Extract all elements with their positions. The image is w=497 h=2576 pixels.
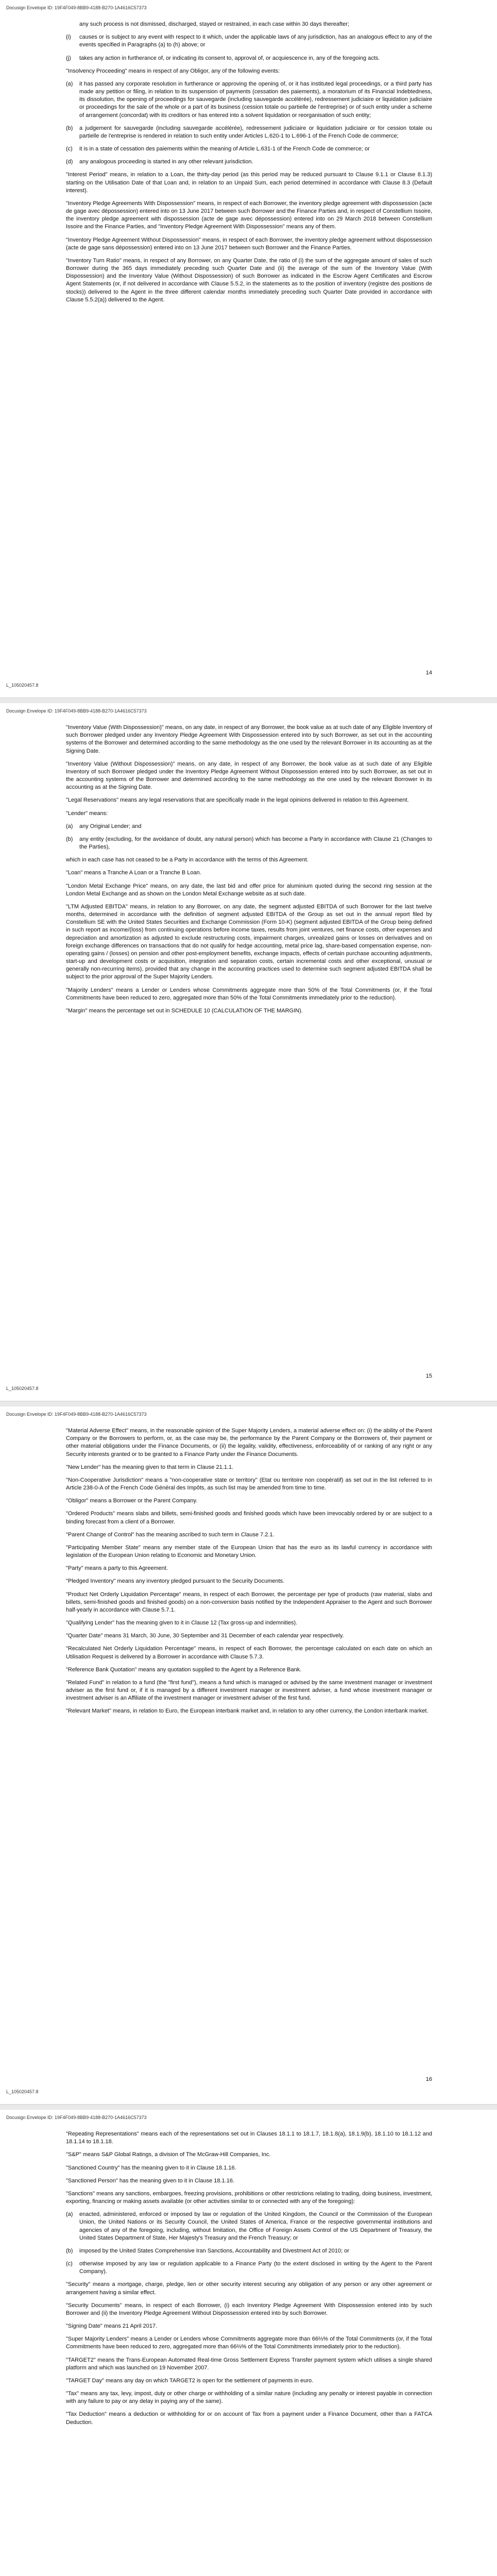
- item-marker: (c): [66, 146, 73, 152]
- page-body: [66, 21, 432, 309]
- paragraph: "Inventory Value (With Dispossession)" means, on any date, in respect of any Borrower, the book value as at such date of any Eligible Inventory of such Borrower pledged under any Inventory Pledge Agreement With Dispossession entered into by such Borrower, as set out in the accounting systems of the Borrower and determined according to the same methodology as the one used by the relevant Borrower in its accounting as at the Signing Date.: [66, 724, 432, 754]
- paragraph: "Security Documents" means, in respect of each Borrower, (i) each Inventory Pledge Agreement With Dispossession entered into by such Borrower and (ii) the Inventory Pledge Agreement Without Dispossession entered into by such Borrower.: [66, 2302, 432, 2316]
- paragraph: "Material Adverse Effect" means, in the reasonable opinion of the Super Majority Lenders, a material adverse effect on: (i) the ability of the Parent Company or the Borrowers to perform, or, as the case may be, the performance by the Parent Company or the Borrowers of, their payment or other material obligations under the Finance Documents, or (ii) the legality, validity, effectiveness, enforceability of or ranking of any right or any Security interests granted or to be granted to a Finance Party under the Finance Documents.: [66, 1428, 432, 1458]
- paragraph: "Inventory Pledge Agreement Without Dispossession" means, in respect of each Borrower, the inventory pledge agreement without dispossession (acte de gage sans dépossession) entered into on 13 June 2017 between such Borrower and the Finance Parties.: [66, 236, 432, 251]
- list-item: [66, 145, 432, 153]
- item-marker: (j): [66, 55, 71, 61]
- item-marker: (i): [66, 34, 71, 41]
- document-reference: L_105020457.8: [6, 1386, 39, 1391]
- paragraph: "Repeating Representations" means each of the representations set out in Clauses 18.1.1 to 18.1.7, 18.1.8(a), 18.1.9(b), 18.1.10 to 18.1.12 and 18.1.14 to 18.1.18.: [66, 2131, 432, 2145]
- list-item: [66, 2211, 432, 2242]
- item-text: imposed by the United States Comprehensive Iran Sanctions, Accountability and Divestment Act of 2010; or: [79, 2247, 350, 2254]
- item-text: it is in a state of cessation des paiements within the meaning of Article L.631-1 of the French Code de commerce; or: [79, 146, 370, 152]
- paragraph: "Tax Deduction" means a deduction or withholding for or on account of Tax from a payment under a Finance Document, other than a FATCA Deduction.: [66, 2411, 432, 2426]
- list-item: [66, 2247, 432, 2255]
- paragraph: "Obligor" means a Borrower or the Parent Company.: [66, 1498, 198, 1504]
- paragraph: "Reference Bank Quotation" means any quotation supplied to the Agent by a Reference Bank.: [66, 1666, 302, 1673]
- paragraph: "Loan" means a Tranche A Loan or a Tranche B Loan.: [66, 870, 201, 876]
- item-text: any Original Lender; and: [79, 823, 142, 829]
- document-reference: L_105020457.8: [6, 683, 39, 688]
- list-item: [66, 2260, 432, 2276]
- paragraph: "Parent Change of Control" has the meaning ascribed to such term in Clause 7.2.1.: [66, 1531, 275, 1538]
- document-page: [0, 703, 497, 1401]
- paragraph: "Non-Cooperative Jurisdiction" means a "non-cooperative state or territory" (Etat ou territoire non coopératif) as set out in the list referred to in Article 238-0-A of the French Code Général des Impôts, as such list may be amended from time to time.: [66, 1477, 432, 1492]
- item-marker: (a): [66, 80, 73, 87]
- paragraph: "Party" means a party to this Agreement.: [66, 1565, 168, 1572]
- paragraph: "London Metal Exchange Price" means, on any date, the last bid and offer price for aluminium quoted during the second ring session at the London Metal Exchange and as shown on the London Metal Exchange website as at such date.: [66, 883, 432, 897]
- paragraph: "Insolvency Proceeding" means in respect of any Obligor, any of the following events:: [66, 67, 280, 74]
- paragraph: "Recalculated Net Orderly Liquidation Percentage" means, in respect of each Borrower, the percentage calculated on each date on which an Utilisation Request is delivered by a Borrower in accordance with Clause 5.7.3.: [66, 1646, 432, 1660]
- paragraph: "Participating Member State" means any member state of the European Union that has the euro as its lawful currency in accordance with legislation of the European Union relating to Economic and Monetary Union.: [66, 1544, 432, 1559]
- item-text: a judgement for sauvegarde (including sauvegarde accélérée), redressement judiciaire or liquidation judiciaire or for cession totale ou partielle de l'entreprise is rendered in relation to such entity under Articles L.620-1 to L.696-1 of the French Code de commerce;: [79, 125, 432, 139]
- paragraph: "TARGET2" means the Trans-European Automated Real-time Gross Settlement Express Transfer payment system which utilises a single shared platform and which was launched on 19 November 2007.: [66, 2357, 432, 2371]
- paragraph: "Relevant Market" means, in relation to Euro, the European interbank market and, in relation to any other currency, the London interbank market.: [66, 1708, 429, 1715]
- paragraph: "Signing Date" means 21 April 2017.: [66, 2323, 158, 2330]
- item-text: any entity (excluding, for the avoidance of doubt, any natural person) which has become a Party in accordance with Clause 21 (Changes to the Parties),: [79, 836, 432, 851]
- item-marker: (d): [66, 159, 73, 165]
- paragraph: "Sanctioned Country" has the meaning given to it in Clause 18.1.16.: [66, 2164, 236, 2171]
- paragraph: "Tax" means any tax, levy, impost, duty or other charge or withholding of a similar nature (including any penalty or interest payable in connection with any failure to pay or any delay in paying any of the same).: [66, 2391, 432, 2405]
- page-number: 14: [425, 670, 432, 676]
- page-body: [66, 1427, 432, 1721]
- envelope-id: Docusign Envelope ID: 19F4F049-8BB9-4188-B270-1A4616C57373: [6, 5, 147, 10]
- list-item: [66, 823, 432, 831]
- paragraph: "Legal Reservations" means any legal reservations that are specifically made in the legal opinions delivered in relation to this Agreement.: [66, 797, 409, 804]
- paragraph: "TARGET Day" means any day on which TARGET2 is open for the settlement of payments in euro.: [66, 2377, 314, 2384]
- envelope-id: Docusign Envelope ID: 19F4F049-8BB9-4188-B270-1A4616C57373: [6, 708, 147, 714]
- envelope-id: Docusign Envelope ID: 19F4F049-8BB9-4188-B270-1A4616C57373: [6, 2115, 147, 2120]
- item-text: enacted, administered, enforced or imposed by law or regulation of the United Kingdom, the Council or the Commission of the European Union, the United Nations or its Security Council, the United States of America, France or the respective governmental institutions and agencies of any of the foregoing, including, without limitation, the Office of Foreign Assets Control of the US Department of Treasury, the United States Department of State, Her Majesty's Treasury and the French Treasury; or: [79, 2211, 432, 2241]
- list-item: [66, 836, 432, 851]
- item-text: any analogous proceeding is started in any other relevant jurisdiction.: [79, 159, 253, 165]
- paragraph: "Interest Period" means, in relation to a Loan, the thirty-day period (as this period may be reduced pursuant to Clause 9.1.1 or Clause 8.1.3) starting on the Utilisation Date of that Loan and, in relation to an Unpaid Sum, each period determined in accordance with Clause 8.3 (Default interest).: [66, 172, 432, 194]
- paragraph: "Pledged Inventory" means any inventory pledged pursuant to the Security Documents.: [66, 1578, 285, 1585]
- list-item: [66, 33, 432, 49]
- paragraph: "Inventory Turn Ratio" means, in respect of any Borrower, on any Quarter Date, the ratio of (i) the sum of the aggregate amount of sales of such Borrower during the 365 days immediately preceding such Quarter Date and (ii) the average of the sum of the Inventory Value (With Dispossession) and the Inventory Value (Without Dispossession) of such Borrower as indicated in the Escrow Agent Certificates and Escrow Agent Statements (or, if not delivered in accordance with Clause 5.5.2, in the statements as to the position of inventory (registre des positions de stocks)) delivered to the Agent in the three different calendar months immediately preceding such Quarter Date provided in accordance with Clause 5.5.2(a)) delivered to the Agent.: [66, 257, 432, 303]
- paragraph: "LTM Adjusted EBITDA" means, in relation to any Borrower, on any date, the segment adjusted EBITDA of such Borrower for the last twelve months, determined in accordance with the definition of segment adjusted EBITDA of the Group as set out in the annual report filed by Constellium SE with the United States Securities and Exchange Commission (Form 10-K) (segment adjusted EBITDA of the Group being defined in such report as income/(loss) from continuing operations before income taxes, results from joint ventures, net finance costs, other expenses and depreciation and amortization as adjusted to exclude restructuring costs, impairment charges, unrealized gains or losses on derivatives and on foreign exchange differences on transactions that do not qualify for hedge accounting, metal price lag, share-based compensation expense, non-operating gains / (losses) on pension and other post-employment benefits, exchange impacts, effects of certain purchase accounting adjustments, start-up and development costs or acquisition, integration and separation costs, certain incremental costs and other exceptional, unusual or generally non-recurring items), provided that any change in the accounting practices used to determine such segment adjusted EBITDA shall be subject to the prior approval of the Super Majority Lenders.: [66, 903, 432, 980]
- paragraph: "Related Fund" in relation to a fund (the "first fund"), means a fund which is managed or advised by the same investment manager or investment adviser as the first fund or, if it is managed by a different investment manager or investment adviser, a fund whose investment manager or investment adviser is an Affiliate of the investment manager or investment adviser of the first fund.: [66, 1679, 432, 1702]
- item-marker: (a): [66, 2211, 73, 2218]
- paragraph: "Qualifying Lender" has the meaning given to it in Clause 12 (Tax gross-up and indemnities).: [66, 1620, 298, 1626]
- item-text: any such process is not dismissed, discharged, stayed or restrained, in each case within 30 days thereafter;: [79, 21, 349, 27]
- item-marker: [66, 21, 79, 28]
- paragraph: "Quarter Date" means 31 March, 30 June, 30 September and 31 December of each calendar year respectively.: [66, 1633, 344, 1639]
- item-text: takes any action in furtherance of, or indicating its consent to, approval of, or acquiescence in, any of the foregoing acts.: [79, 55, 380, 61]
- item-marker: (b): [66, 2247, 73, 2254]
- paragraph: "Product Net Orderly Liquidation Percentage" means, in respect of each Borrower, the percentage per type of products (raw material, slabs and billets, semi-finished goods and finished goods) on a non-conversion basis notified by the Independent Appraiser to the Agent and such Borrower half-yearly in accordance with Clause 5.7.1.: [66, 1591, 432, 1613]
- paragraph: "Inventory Value (Without Dispossession)" means, on any date, in respect of any Borrower, the book value as at such date of any Eligible Inventory of such Borrower pledged under the Inventory Pledge Agreement Without Dispossession entered into by such Borrower, as set out in the accounting systems of the Borrower and determined according to the same methodology as the one used by the relevant Borrower in its accounting as at the Signing Date.: [66, 760, 432, 791]
- item-marker: (b): [66, 836, 73, 842]
- item-marker: (b): [66, 125, 73, 131]
- envelope-id: Docusign Envelope ID: 19F4F049-8BB9-4188-B270-1A4616C57373: [6, 1412, 147, 1417]
- page-number: 16: [425, 2076, 432, 2082]
- paragraph: "S&P" means S&P Global Ratings, a division of The McGraw-Hill Companies, Inc.: [66, 2151, 271, 2158]
- list-item: [66, 125, 432, 140]
- list-item: [66, 80, 432, 120]
- item-marker: (a): [66, 823, 73, 829]
- paragraph: "Margin" means the percentage set out in SCHEDULE 10 (CALCULATION OF THE MARGIN).: [66, 1007, 303, 1014]
- page-number: 15: [425, 1373, 432, 1379]
- document-reference: L_105020457.8: [6, 2089, 39, 2094]
- document-page: [0, 1406, 497, 2105]
- paragraph: "Sanctioned Person" has the meaning given to it in Clause 18.1.16.: [66, 2177, 235, 2184]
- item-text: it has passed any corporate resolution in furtherance or approving the opening of, or it has instituted legal proceedings, or a third party has made any petition or filing, in relation to its suspension of payments (cessation des paiements), a moratorium of its Financial Indebtedness, its dissolution, the opening of proceedings for sauvegarde (including sauvegarde accélérée), redressement judiciaire or liquidation judiciaire or proceedings for the sale of the whole or a part of its business (cession totale ou partielle de l'entreprise) or of such entity under a scheme of arrangement (concordat) with its creditors or has entered into a solvent liquidation or reorganisation of such entity;: [79, 80, 432, 118]
- paragraph: "Super Majority Lenders" means a Lender or Lenders whose Commitments aggregate more than 66⅔% of the Total Commitments (or, if the Total Commitments have been reduced to zero, aggregated more than 66⅔% of the Total Commitments immediately prior to the reduction).: [66, 2336, 432, 2350]
- list-item: [66, 21, 432, 28]
- document-page: [0, 2110, 497, 2576]
- paragraph: "Majority Lenders" means a Lender or Lenders whose Commitments aggregate more than 50% of the Total Commitments (or, if the Total Commitments have been reduced to zero, aggregated more than 50% of the Total Commitments immediately prior to the reduction).: [66, 987, 432, 1001]
- list-item: [66, 158, 432, 166]
- item-text: otherwise imposed by any law or regulation applicable to a Finance Party (to the extent disclosed in writing by the Agent to the Parent Company).: [79, 2261, 432, 2275]
- paragraph: "Inventory Pledge Agreements With Dispossession" means, in respect of each Borrower, the inventory pledge agreement with dispossession (acte de gage avec dépossession) entered into on 13 June 2017 between such Borrower and the Finance Parties and, in respect of Constellium Issoire, the inventory pledge agreement with dispossession (acte de gage avec dépossession) entered into on 29 March 2018 between Constellium Issoire and the Finance Parties, and "Inventory Pledge Agreement With Dispossession" means any of them.: [66, 200, 432, 230]
- paragraph: "Sanctions" means any sanctions, embargoes, freezing provisions, prohibitions or other restrictions relating to trading, doing business, investment, exporting, financing or making assets available (or other activities similar to or connected with any of the foregoing):: [66, 2190, 432, 2205]
- page-body: [66, 2130, 432, 2432]
- paragraph: "Security" means a mortgage, charge, pledge, lien or other security interest securing any obligation of any person or any other agreement or arrangement having a similar effect.: [66, 2281, 432, 2296]
- item-marker: (c): [66, 2261, 73, 2267]
- item-text: causes or is subject to any event with respect to it which, under the applicable laws of any jurisdiction, has an analogous effect to any of the events specified in Paragraphs (a) to (h) above; or: [79, 34, 432, 48]
- paragraph: "Lender" means:: [66, 810, 108, 817]
- list-item: [66, 55, 432, 62]
- paragraph: "New Lender" has the meaning given to that term in Clause 21.1.1.: [66, 1464, 234, 1470]
- page-body: [66, 724, 432, 1020]
- document-page: [0, 0, 497, 698]
- paragraph: which in each case has not ceased to be a Party in accordance with the terms of this Agreement.: [66, 857, 309, 863]
- paragraph: "Ordered Products" means slabs and billets, semi-finished goods and finished goods which have been irrevocably ordered by or are subject to a binding forecast from a client of a Borrower.: [66, 1511, 432, 1525]
